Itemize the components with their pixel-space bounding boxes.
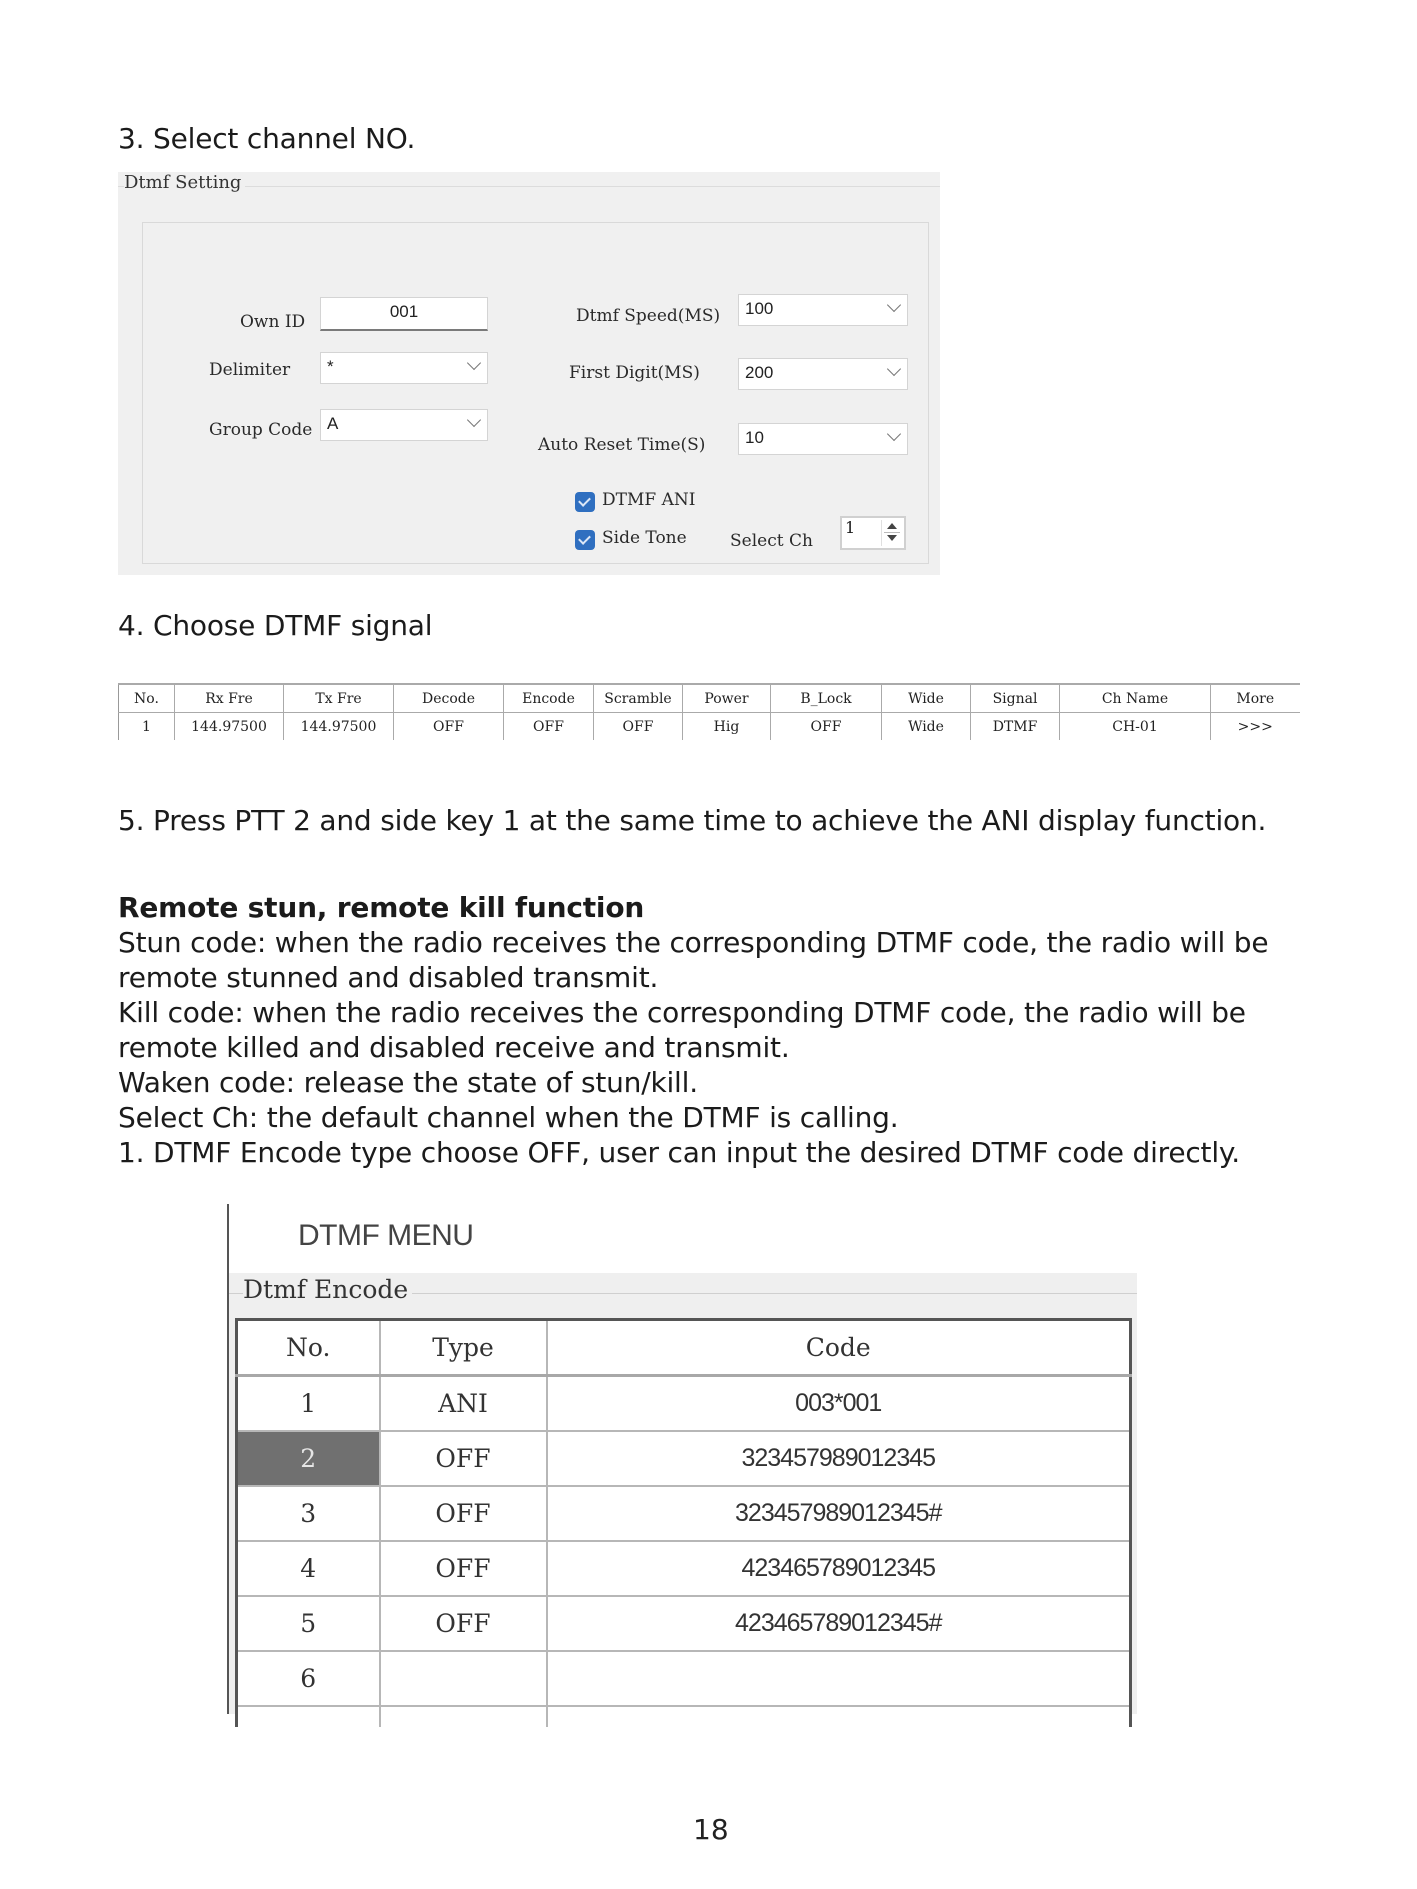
spinner-divider bbox=[884, 532, 900, 533]
cell-ch-name[interactable]: CH-01 bbox=[1060, 713, 1211, 741]
group-code-label: Group Code bbox=[209, 420, 313, 440]
own-id-input[interactable] bbox=[320, 297, 488, 331]
select-ch-label: Select Ch bbox=[730, 531, 813, 551]
dtmf-encode-table bbox=[235, 1318, 1132, 1727]
cell-type[interactable]: ANI bbox=[380, 1376, 547, 1432]
page-number: 18 bbox=[693, 1813, 729, 1846]
cell-no[interactable]: 1 bbox=[237, 1376, 380, 1432]
col-header-ch-name[interactable]: Ch Name bbox=[1060, 684, 1211, 713]
remote-line-1: Stun code: when the radio receives the corresponding DTMF code, the radio will be bbox=[118, 926, 1269, 959]
dtmf-speed-label: Dtmf Speed(MS) bbox=[576, 306, 721, 326]
col-header-power[interactable]: Power bbox=[683, 684, 771, 713]
dtmf-setting-inner-frame bbox=[142, 222, 929, 564]
col-header-type[interactable]: Type bbox=[380, 1320, 547, 1376]
channel-table-header-row bbox=[119, 684, 1300, 713]
table-row[interactable] bbox=[237, 1376, 1131, 1432]
remote-line-3: Kill code: when the radio receives the corresponding DTMF code, the radio will be bbox=[118, 996, 1246, 1029]
cell-type[interactable]: OFF bbox=[380, 1431, 547, 1486]
col-header-b-lock[interactable]: B_Lock bbox=[771, 684, 882, 713]
cell-no[interactable]: 3 bbox=[237, 1486, 380, 1541]
col-header-no[interactable]: No. bbox=[119, 684, 175, 713]
cell-power[interactable]: Hig bbox=[683, 713, 771, 741]
group-code-select[interactable] bbox=[320, 409, 488, 441]
col-header-decode[interactable]: Decode bbox=[394, 684, 504, 713]
select-ch-spinner[interactable] bbox=[840, 516, 906, 550]
remote-line-2: remote stunned and disabled transmit. bbox=[118, 961, 659, 994]
cell-type[interactable]: OFF bbox=[380, 1541, 547, 1596]
table-row[interactable] bbox=[237, 1486, 1131, 1541]
dtmf-ani-label: DTMF ANI bbox=[602, 490, 696, 510]
remote-line-6: Select Ch: the default channel when the DTMF is calling. bbox=[118, 1101, 899, 1134]
table-row-partial bbox=[237, 1706, 1131, 1727]
cell-more[interactable]: >>> bbox=[1211, 713, 1300, 741]
dtmf-setting-panel bbox=[118, 172, 940, 575]
side-tone-label: Side Tone bbox=[602, 528, 687, 548]
encode-header-row bbox=[237, 1320, 1131, 1376]
cell-encode[interactable]: OFF bbox=[504, 713, 594, 741]
chevron-down-icon bbox=[887, 427, 901, 441]
chevron-down-icon bbox=[887, 298, 901, 312]
auto-reset-label: Auto Reset Time(S) bbox=[538, 435, 706, 455]
delimiter-value: * bbox=[327, 357, 334, 376]
arrow-up-icon[interactable] bbox=[887, 523, 897, 529]
dtmf-speed-select[interactable] bbox=[738, 294, 908, 326]
step-3-heading: 3. Select channel NO. bbox=[118, 122, 416, 155]
first-digit-label: First Digit(MS) bbox=[569, 363, 700, 383]
step-5-text: 5. Press PTT 2 and side key 1 at the same time to achieve the ANI display function. bbox=[118, 804, 1267, 837]
cell-code[interactable]: 003*001 bbox=[547, 1376, 1131, 1432]
col-header-signal[interactable]: Signal bbox=[971, 684, 1060, 713]
cell-scramble[interactable]: OFF bbox=[594, 713, 683, 741]
cell-empty bbox=[237, 1706, 380, 1727]
remote-line-4: remote killed and disabled receive and transmit. bbox=[118, 1031, 790, 1064]
col-header-encode[interactable]: Encode bbox=[504, 684, 594, 713]
remote-line-7: 1. DTMF Encode type choose OFF, user can input the desired DTMF code directly. bbox=[118, 1136, 1240, 1169]
chevron-down-icon bbox=[467, 413, 481, 427]
chevron-down-icon bbox=[887, 362, 901, 376]
col-header-tx-fre[interactable]: Tx Fre bbox=[284, 684, 394, 713]
cell-code[interactable]: 423465789012345# bbox=[547, 1596, 1131, 1651]
cell-empty bbox=[547, 1706, 1131, 1727]
cell-tx-fre[interactable]: 144.97500 bbox=[284, 713, 394, 741]
first-digit-select[interactable] bbox=[738, 358, 908, 390]
table-row[interactable] bbox=[237, 1541, 1131, 1596]
delimiter-select[interactable] bbox=[320, 352, 488, 384]
remote-section-heading: Remote stun, remote kill function bbox=[118, 891, 645, 924]
table-row[interactable] bbox=[237, 1651, 1131, 1706]
dtmf-menu-title: DTMF MENU bbox=[298, 1219, 474, 1252]
dtmf-encode-panel bbox=[229, 1273, 1137, 1714]
dtmf-ani-checkbox[interactable] bbox=[575, 492, 595, 512]
cell-type[interactable]: OFF bbox=[380, 1486, 547, 1541]
side-tone-checkbox[interactable] bbox=[575, 530, 595, 550]
auto-reset-value: 10 bbox=[745, 428, 764, 447]
auto-reset-select[interactable] bbox=[738, 423, 908, 455]
chevron-down-icon bbox=[467, 356, 481, 370]
cell-wide[interactable]: Wide bbox=[882, 713, 971, 741]
col-header-wide[interactable]: Wide bbox=[882, 684, 971, 713]
cell-no[interactable]: 5 bbox=[237, 1596, 380, 1651]
cell-no[interactable]: 6 bbox=[237, 1651, 380, 1706]
step-4-heading: 4. Choose DTMF signal bbox=[118, 609, 433, 642]
select-ch-value: 1 bbox=[845, 518, 856, 537]
channel-table bbox=[118, 683, 1300, 740]
cell-decode[interactable]: OFF bbox=[394, 713, 504, 741]
cell-empty bbox=[380, 1706, 547, 1727]
cell-no[interactable]: 1 bbox=[119, 713, 175, 741]
dtmf-setting-title: Dtmf Setting bbox=[124, 172, 245, 193]
cell-signal[interactable]: DTMF bbox=[971, 713, 1060, 741]
own-id-value: 001 bbox=[389, 302, 419, 321]
cell-rx-fre[interactable]: 144.97500 bbox=[175, 713, 284, 741]
col-header-code[interactable]: Code bbox=[547, 1320, 1131, 1376]
remote-line-5: Waken code: release the state of stun/kill. bbox=[118, 1066, 698, 1099]
cell-type[interactable] bbox=[380, 1651, 547, 1706]
cell-no-selected[interactable]: 2 bbox=[237, 1431, 380, 1486]
delimiter-label: Delimiter bbox=[209, 360, 291, 380]
table-row-selected[interactable] bbox=[237, 1431, 1131, 1486]
cell-code[interactable] bbox=[547, 1651, 1131, 1706]
cell-no[interactable]: 4 bbox=[237, 1541, 380, 1596]
col-header-rx-fre[interactable]: Rx Fre bbox=[175, 684, 284, 713]
own-id-label: Own ID bbox=[240, 312, 306, 332]
col-header-scramble[interactable]: Scramble bbox=[594, 684, 683, 713]
col-header-more[interactable]: More bbox=[1211, 684, 1300, 713]
cell-b-lock[interactable]: OFF bbox=[771, 713, 882, 741]
dtmf-speed-value: 100 bbox=[745, 299, 774, 318]
table-row[interactable] bbox=[119, 713, 1300, 741]
col-header-no[interactable]: No. bbox=[237, 1320, 380, 1376]
cell-code[interactable]: 323457989012345# bbox=[547, 1486, 1131, 1541]
cell-type[interactable]: OFF bbox=[380, 1596, 547, 1651]
cell-code[interactable]: 323457989012345 bbox=[547, 1431, 1131, 1486]
cell-code[interactable]: 423465789012345 bbox=[547, 1541, 1131, 1596]
table-row[interactable] bbox=[237, 1596, 1131, 1651]
first-digit-value: 200 bbox=[745, 363, 774, 382]
arrow-down-icon[interactable] bbox=[887, 535, 897, 541]
group-code-value: A bbox=[327, 414, 339, 433]
dtmf-encode-title: Dtmf Encode bbox=[243, 1275, 412, 1304]
spinner-arrows[interactable] bbox=[881, 520, 902, 546]
